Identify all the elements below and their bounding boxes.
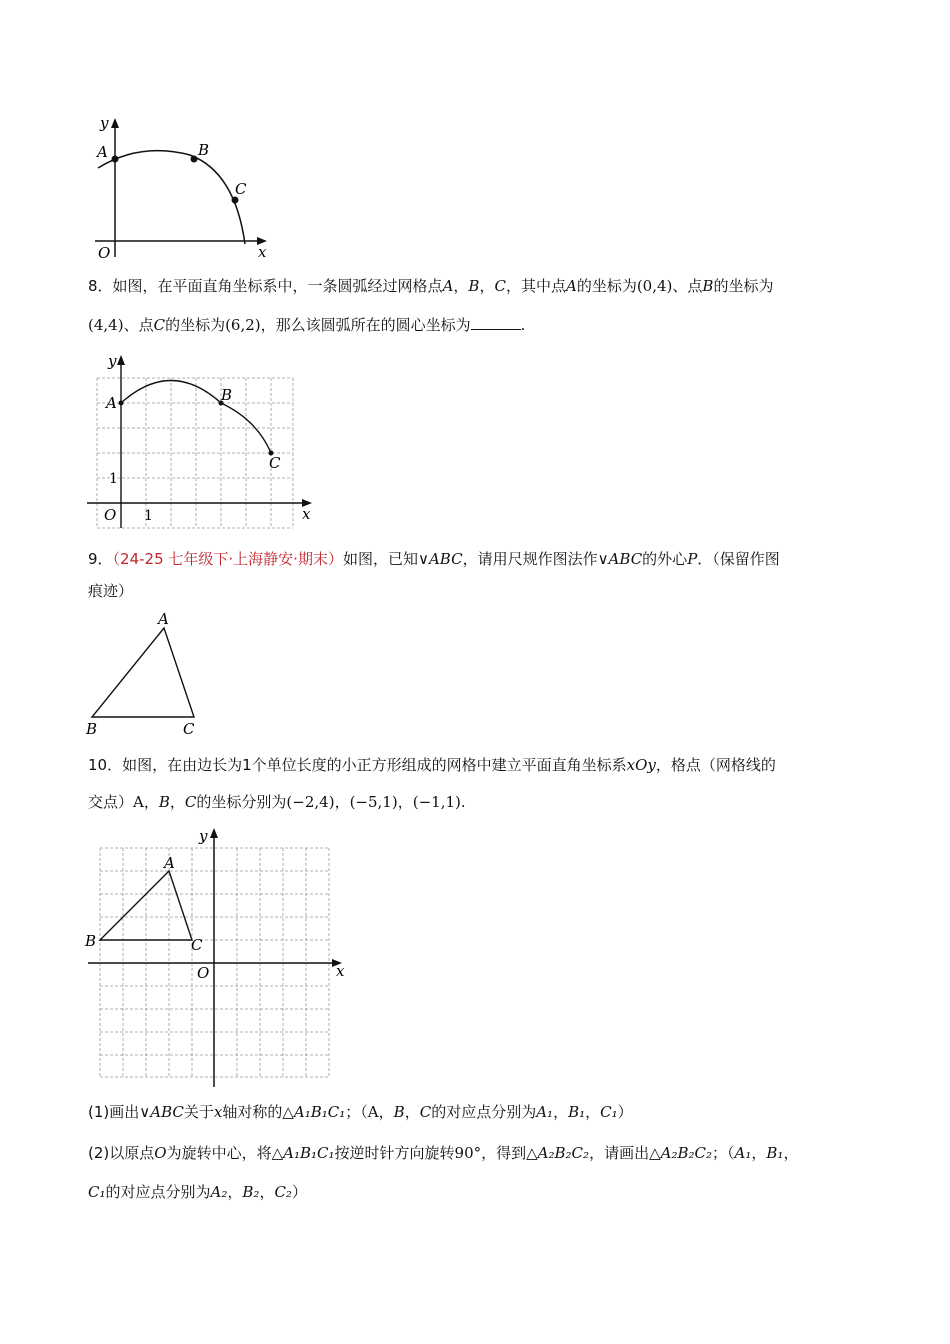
label-c: C xyxy=(235,180,247,198)
origin-label: O xyxy=(104,506,117,524)
q9-line1: 9．（24-25 七年级下·上海静安·期末）如图，已知∨ABC，请用尺规作图法作∨ABC的外心P．（保留作图 xyxy=(88,550,780,568)
label-a: A xyxy=(106,394,117,412)
y-label: y xyxy=(108,352,117,370)
sub1-line: (1)画出∨ABC关于x轴对称的△A₁B₁C₁；（A，B，C的对应点分别为A₁，B₁，C₁） xyxy=(88,1103,633,1121)
label-c: C xyxy=(183,720,195,738)
label-c: C xyxy=(269,454,281,472)
y-arrow xyxy=(210,828,218,838)
axes xyxy=(87,358,308,528)
unit-x: 1 xyxy=(144,508,153,524)
label-b: B xyxy=(86,720,98,738)
y-label: y xyxy=(199,827,208,845)
x-label: x xyxy=(302,505,311,523)
q9-line2: 痕迹） xyxy=(88,582,134,600)
arc xyxy=(98,151,245,244)
label-b: B xyxy=(85,932,97,950)
point-b xyxy=(191,156,198,163)
q8-line2: (4,4)、点C的坐标为(6,2)，那么该圆弧所在的圆心坐标为 . xyxy=(88,316,526,334)
label-b: B xyxy=(221,386,233,404)
label-c: C xyxy=(191,936,203,954)
sub2-line1: (2)以原点O为旋转中心，将△A₁B₁C₁按逆时针方向旋转90°，得到△A₂B₂C₂，请画出△A₂B₂C₂；（A₁，B₁， xyxy=(88,1144,799,1162)
point-a xyxy=(112,156,119,163)
grid xyxy=(97,378,293,528)
q10-line1: 10．如图，在由边长为1个单位长度的小正方形组成的网格中建立平面直角坐标系xOy，格点（网格线的 xyxy=(88,756,776,774)
label-b: B xyxy=(198,141,210,159)
q8-line1: 8．如图，在平面直角坐标系中，一条圆弧经过网格点A，B，C，其中点A的坐标为(0,4)、点B的坐标为 xyxy=(88,277,774,295)
label-a: A xyxy=(97,143,108,161)
label-a: A xyxy=(164,854,175,872)
figure-grid-triangle-q10 xyxy=(80,825,350,1090)
sub-label: (1) xyxy=(88,1103,110,1121)
axes xyxy=(88,831,338,1087)
figure-triangle-q9 xyxy=(82,608,212,738)
x-label: x xyxy=(336,962,345,980)
triangle-abc xyxy=(92,628,194,717)
question-number: 10． xyxy=(88,756,123,774)
question-number: 9． xyxy=(88,550,113,568)
origin-label: O xyxy=(197,964,210,982)
label-a: A xyxy=(158,610,169,628)
figure-arc-q7 xyxy=(90,112,280,262)
figure-grid-arc-q8 xyxy=(82,350,322,530)
sub2-line2: C₁的对应点分别为A₂，B₂，C₂） xyxy=(88,1183,307,1201)
sub-label: (2) xyxy=(88,1144,110,1162)
q10-line2: 交点）A，B，C的坐标分别为(−2,4)，(−5,1)，(−1,1). xyxy=(88,793,466,811)
point-a xyxy=(119,401,124,406)
question-number: 8． xyxy=(88,277,113,295)
y-arrow xyxy=(111,118,119,128)
y-arrow xyxy=(117,355,125,365)
answer-blank[interactable] xyxy=(471,317,521,330)
unit-y: 1 xyxy=(109,471,118,487)
y-label: y xyxy=(100,114,109,132)
arc xyxy=(121,381,271,454)
x-label: x xyxy=(258,243,267,261)
source-tag: （24-25 七年级下·上海静安·期末） xyxy=(112,550,343,568)
origin-label: O xyxy=(98,244,111,262)
